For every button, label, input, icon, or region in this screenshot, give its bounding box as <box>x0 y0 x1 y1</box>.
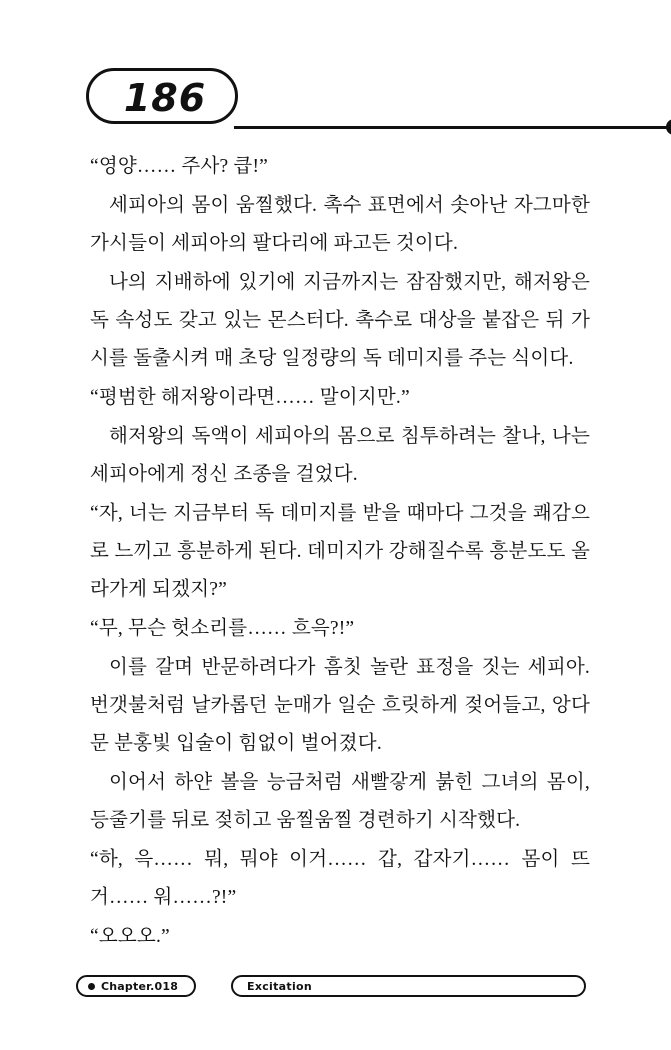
paragraph: “오오오.” <box>90 926 170 947</box>
page-number: 186 <box>123 76 207 120</box>
chapter-label: Chapter.018 <box>101 979 179 993</box>
paragraph: “무, 무슨 헛소리를…… 흐윽?!” <box>90 618 355 639</box>
page-header <box>86 68 606 138</box>
page-number-badge <box>86 68 238 124</box>
paragraph: “자, 너는 지금부터 독 데미지를 받을 때마다 그것을 쾌감으로 느끼고 흥분하게 된다. 데미지가 강해질수록 흥분도도 올라가게 되겠지?” <box>90 503 590 600</box>
paragraph: 이를 갈며 반문하려다가 흠칫 놀란 표정을 짓는 세피아. 번갯불처럼 날카롭던 눈매가 일순 흐릿하게 젖어들고, 앙다문 분홍빛 입술이 힘없이 벌어졌다. <box>90 657 590 754</box>
chapter-badge <box>76 975 196 997</box>
paragraph: 이어서 하얀 볼을 능금처럼 새빨갛게 붉힌 그녀의 몸이, 등줄기를 뒤로 젖히고 움찔움찔 경련하기 시작했다. <box>90 772 590 831</box>
paragraph: 해저왕의 독액이 세피아의 몸으로 침투하려는 찰나, 나는 세피아에게 정신 조종을 걸었다. <box>90 426 590 485</box>
section-title: Excitation <box>247 979 312 993</box>
paragraph: “하, 윽…… 뭐, 뭐야 이거…… 갑, 갑자기…… 몸이 뜨거…… 워……?!” <box>90 849 590 908</box>
header-rule <box>234 126 671 129</box>
paragraph: “영양…… 주사? 큽!” <box>90 156 268 177</box>
dot-icon <box>88 983 95 990</box>
section-title-badge <box>231 975 586 997</box>
page-footer <box>76 975 596 1001</box>
ring-dot-icon <box>666 119 671 135</box>
paragraph: “평범한 해저왕이라면…… 말이지만.” <box>90 387 410 408</box>
paragraph: 세피아의 몸이 움찔했다. 촉수 표면에서 솟아난 자그마한 가시들이 세피아의 팔다리에 파고든 것이다. <box>90 195 590 254</box>
paragraph: 나의 지배하에 있기에 지금까지는 잠잠했지만, 해저왕은 독 속성도 갖고 있는 몬스터다. 촉수로 대상을 붙잡은 뒤 가시를 돌출시켜 매 초당 일정량의 독 데미지를 주는 식이다. <box>90 272 590 369</box>
page-body <box>90 148 590 957</box>
